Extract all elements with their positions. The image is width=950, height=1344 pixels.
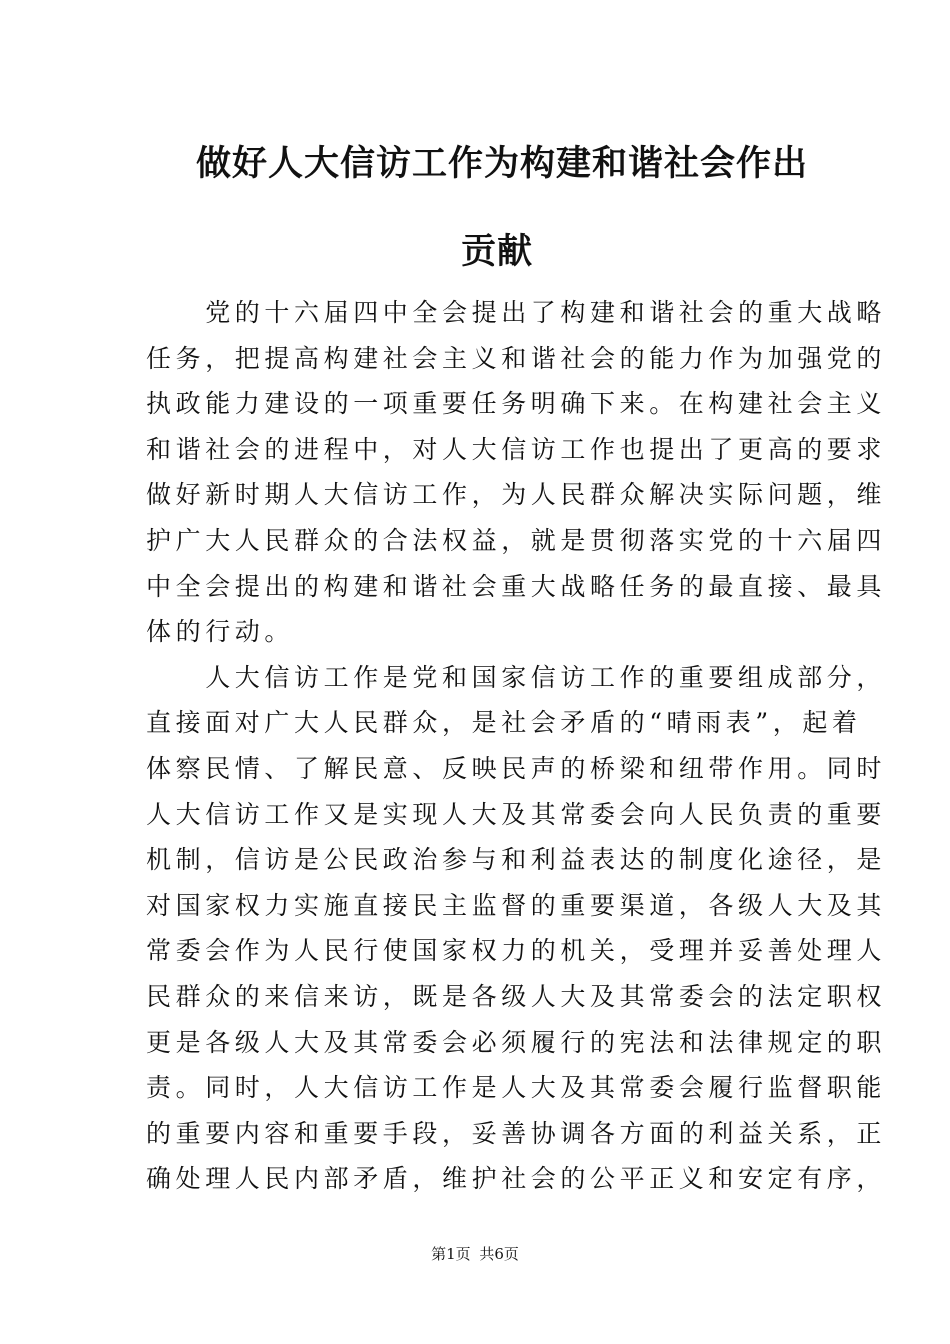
body-line: 民群众的来信来访，既是各级人大及其常委会的法定职权 xyxy=(146,982,887,1011)
body-line: 执政能力建设的一项重要任务明确下来。在构建社会主义 xyxy=(146,389,887,419)
body-line: 和谐社会的进程中，对人大信访工作也提出了更高的要求 xyxy=(146,434,887,464)
page-footer xyxy=(0,1243,950,1264)
document-title-line-1: 做好人大信访工作为构建和谐社会作出 xyxy=(196,143,809,184)
body-line: 直接面对广大人民群众，是社会矛盾的“晴雨表”，起着 xyxy=(146,708,862,738)
body-line: 常委会作为人民行使国家权力的机关，受理并妥善处理人 xyxy=(146,936,887,966)
document-title-line-2: 贡献 xyxy=(461,231,534,272)
body-line: 对国家权力实施直接民主监督的重要渠道，各级人大及其 xyxy=(146,890,887,920)
body-line: 体的行动。 xyxy=(146,617,295,647)
body-line: 更是各级人大及其常委会必须履行的宪法和法律规定的职 xyxy=(146,1027,887,1057)
body-line: 体察民情、了解民意、反映民声的桥梁和纽带作用。同时 xyxy=(146,754,887,783)
body-line: 中全会提出的构建和谐社会重大战略任务的最直接、最具 xyxy=(146,571,887,601)
body-line: 责。同时，人大信访工作是人大及其常委会履行监督职能 xyxy=(146,1073,887,1103)
page-total: 共6页 xyxy=(479,1245,519,1263)
body-line: 人大信访工作是党和国家信访工作的重要组成部分， xyxy=(146,662,887,692)
body-line: 的重要内容和重要手段，妥善协调各方面的利益关系，正 xyxy=(146,1118,887,1148)
body-line: 护广大人民群众的合法权益，就是贯彻落实党的十六届四 xyxy=(146,526,887,555)
body-line: 确处理人民内部矛盾，维护社会的公平正义和安定有序， xyxy=(146,1164,887,1194)
body-line: 人大信访工作又是实现人大及其常委会向人民负责的重要 xyxy=(146,799,887,829)
page-number: 第1页 xyxy=(431,1245,471,1263)
body-line: 党的十六届四中全会提出了构建和谐社会的重大战略 xyxy=(146,298,887,327)
body-line: 任务，把提高构建社会主义和谐社会的能力作为加强党的 xyxy=(146,343,887,373)
body-line: 做好新时期人大信访工作，为人民群众解决实际问题，维 xyxy=(146,480,887,510)
body-line: 机制，信访是公民政治参与和利益表达的制度化途径，是 xyxy=(146,845,887,875)
